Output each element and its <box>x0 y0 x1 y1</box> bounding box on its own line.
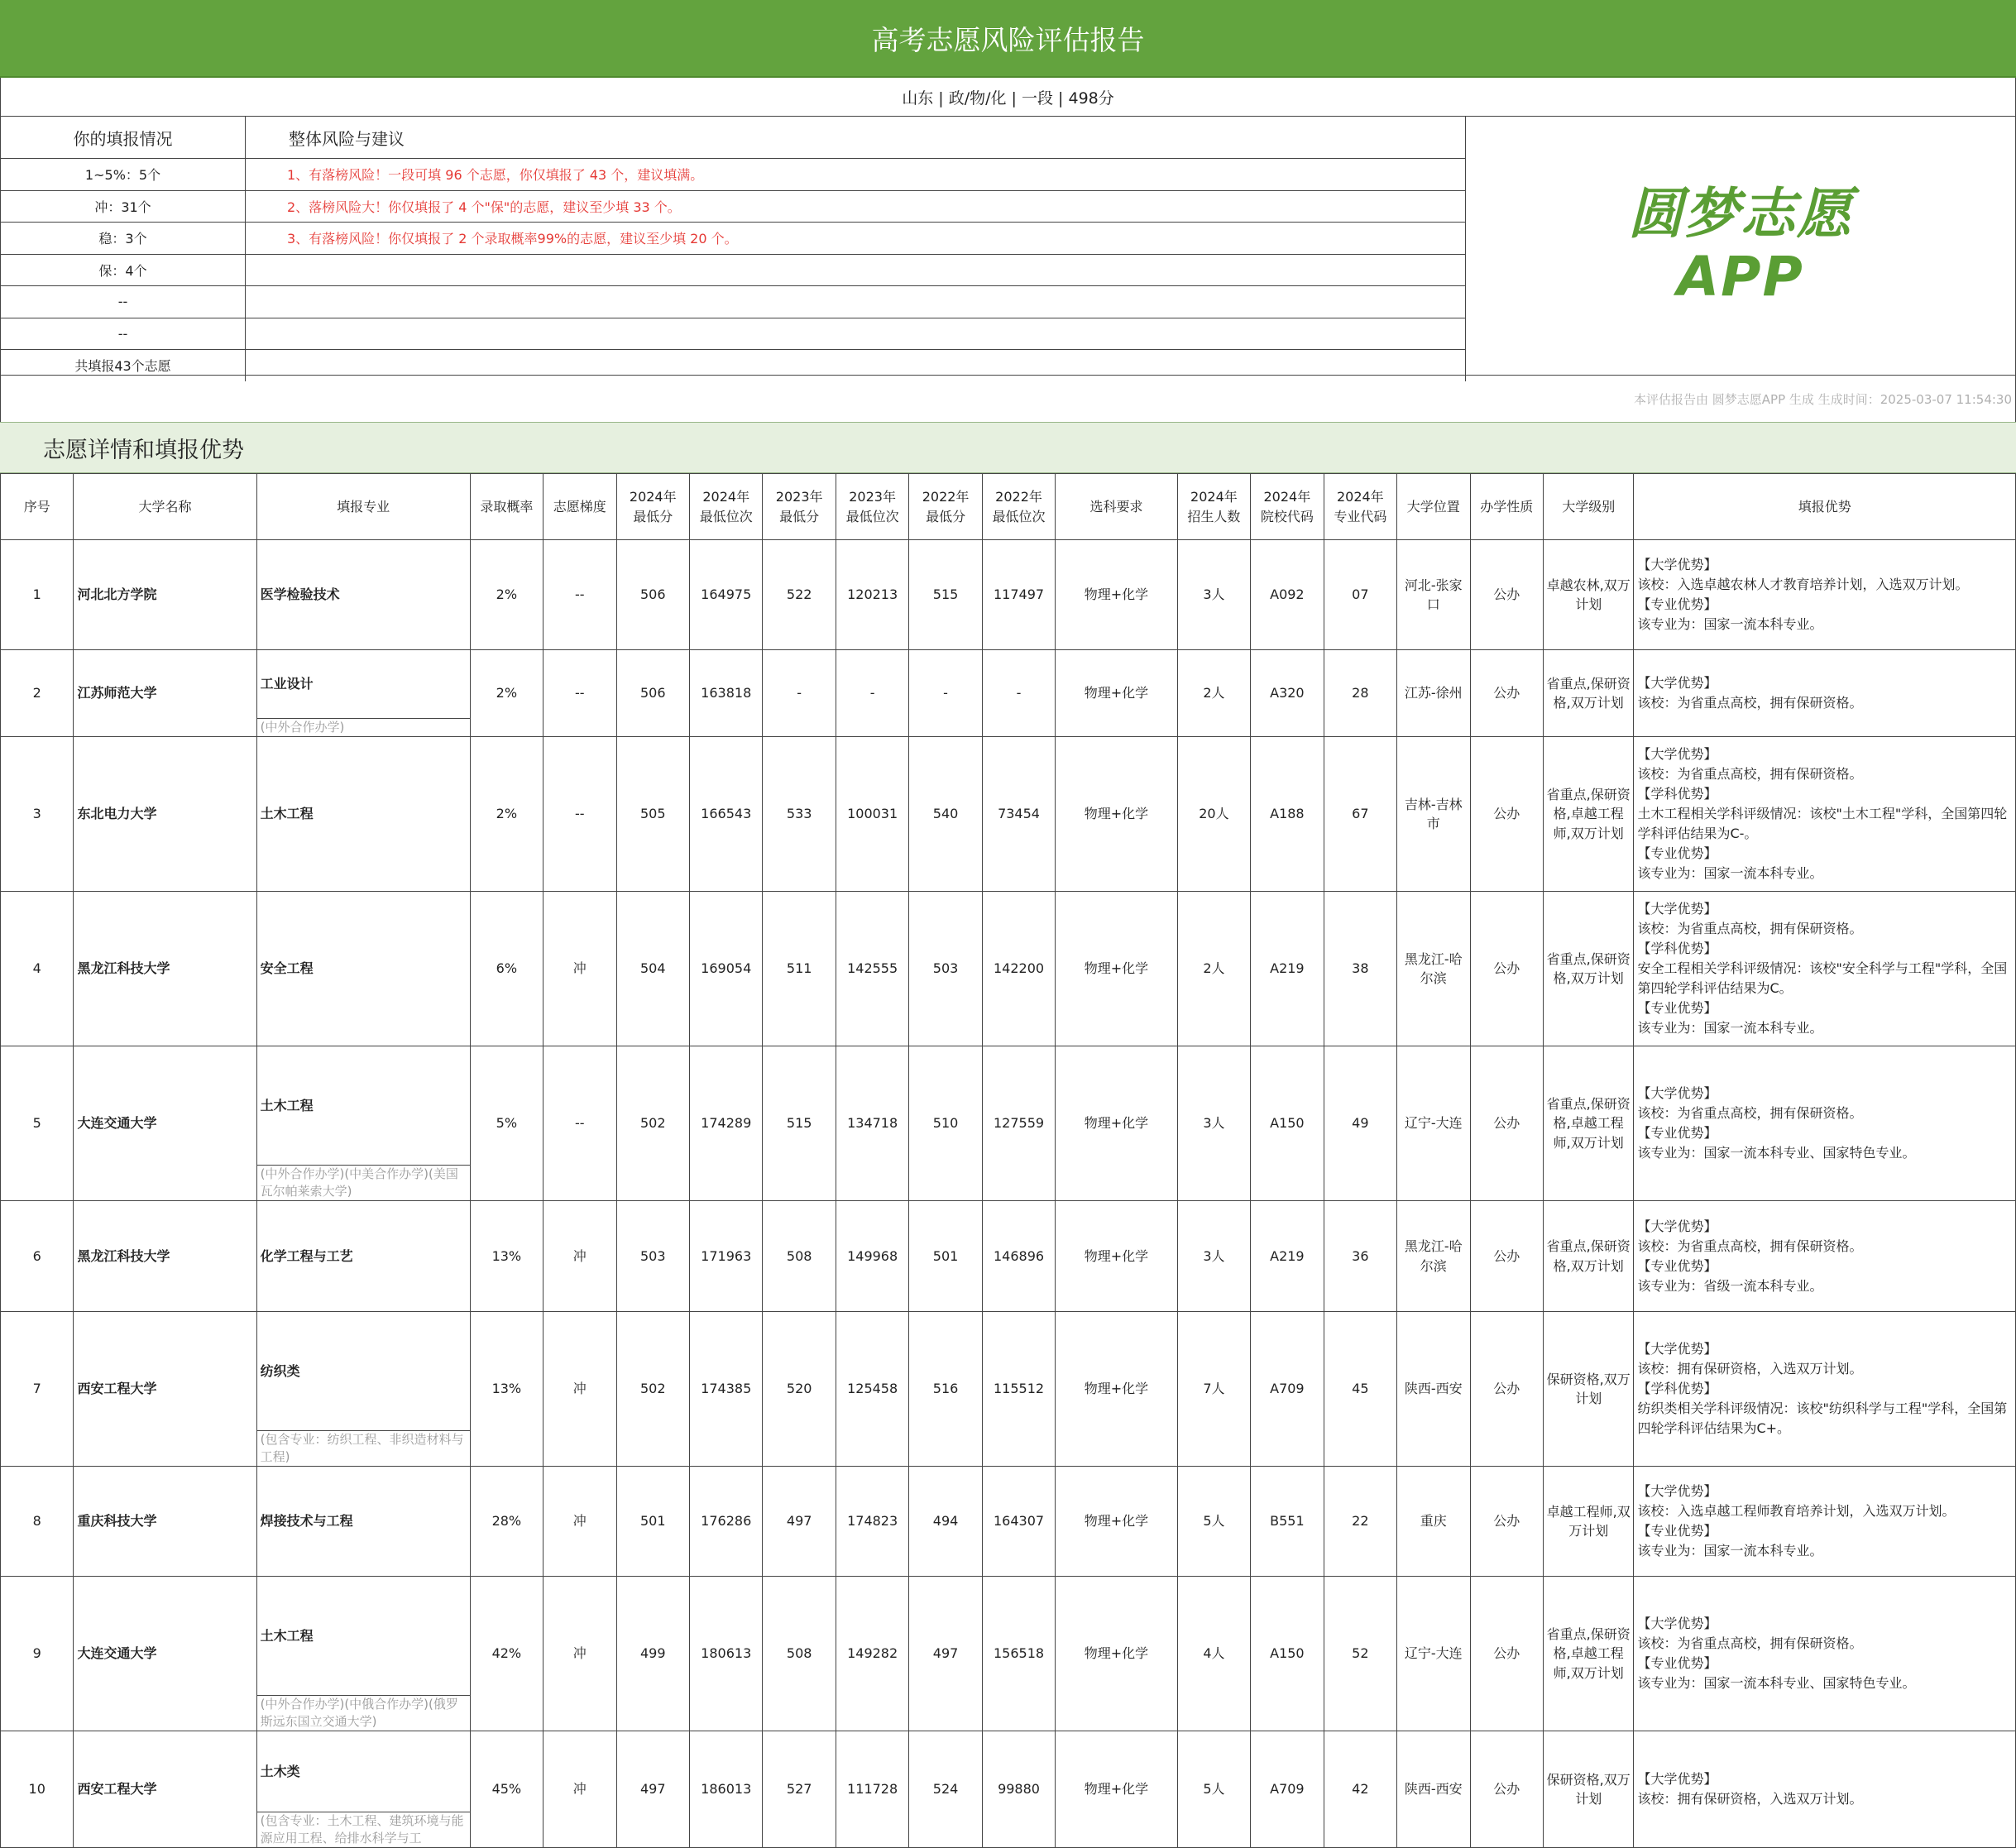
subject-requirement: 物理+化学 <box>1056 1312 1177 1467</box>
score-2024: 499 <box>616 1577 689 1731</box>
location: 河北-张家口 <box>1397 540 1470 650</box>
rank-2024: 186013 <box>689 1731 762 1848</box>
score-2023: 533 <box>763 737 836 892</box>
column-header: 2022年 最低分 <box>909 474 982 540</box>
major-code: 45 <box>1324 1312 1396 1467</box>
advantages: 【大学优势】 该校：为省重点高校，拥有保研资格。 【专业优势】 该专业为：国家一流本科专业、国家特色专业。 <box>1634 1046 2016 1201</box>
school-level: 卓越农林,双万计划 <box>1543 540 1634 650</box>
risk-advice <box>246 286 1466 318</box>
major-code: 22 <box>1324 1467 1396 1577</box>
score-2023: - <box>763 650 836 737</box>
tier: -- <box>544 737 616 892</box>
score-2024: 502 <box>616 1046 689 1201</box>
summary-table <box>1 117 1466 381</box>
tier: -- <box>544 650 616 737</box>
school-code: B551 <box>1251 1467 1324 1577</box>
school-type: 公办 <box>1470 892 1543 1046</box>
school-code: A709 <box>1251 1312 1324 1467</box>
school-code: A150 <box>1251 1046 1324 1201</box>
school-type: 公办 <box>1470 1731 1543 1848</box>
major-code: 07 <box>1324 540 1396 650</box>
score-2024: 502 <box>616 1312 689 1467</box>
advantages: 【大学优势】 该校：为省重点高校，拥有保研资格。 【学科优势】 土木工程相关学科评级情况：该校"土木工程"学科，全国第四轮学科评估结果为C-。 【专业优势】 该专业为：国家一流本科专业。 <box>1634 737 2016 892</box>
advantages: 【大学优势】 该校：拥有保研资格，入选双万计划。 <box>1634 1731 2016 1848</box>
row-number: 6 <box>1 1201 74 1312</box>
major-note: (包含专业：土木工程、建筑环境与能源应用工程、给排水科学与工 <box>257 1812 470 1847</box>
university-name: 重庆科技大学 <box>74 1467 256 1577</box>
major <box>256 892 470 1046</box>
enrollment-2024: 2人 <box>1177 650 1250 737</box>
school-code: A188 <box>1251 737 1324 892</box>
location: 重庆 <box>1397 1467 1470 1577</box>
major <box>256 650 470 737</box>
rank-2024: 163818 <box>689 650 762 737</box>
enrollment-2024: 5人 <box>1177 1731 1250 1848</box>
university-name: 西安工程大学 <box>74 1731 256 1848</box>
major-code: 38 <box>1324 892 1396 1046</box>
major-name: 焊接技术与工程 <box>260 1513 353 1530</box>
major-name: 医学检验技术 <box>260 586 340 603</box>
rank-2024: 171963 <box>689 1201 762 1312</box>
row-number: 4 <box>1 892 74 1046</box>
school-type: 公办 <box>1470 650 1543 737</box>
rank-2022: 99880 <box>982 1731 1055 1848</box>
school-type: 公办 <box>1470 1046 1543 1201</box>
major-name: 安全工程 <box>260 960 314 977</box>
university-name: 黑龙江科技大学 <box>74 892 256 1046</box>
major-note: (中外合作办学) <box>257 718 470 736</box>
column-header: 办学性质 <box>1470 474 1543 540</box>
score-2023: 522 <box>763 540 836 650</box>
university-name: 西安工程大学 <box>74 1312 256 1467</box>
school-type: 公办 <box>1470 1312 1543 1467</box>
location: 辽宁-大连 <box>1397 1046 1470 1201</box>
table-row <box>1 1731 2016 1848</box>
rank-2024: 169054 <box>689 892 762 1046</box>
subject-requirement: 物理+化学 <box>1056 1577 1177 1731</box>
column-header: 录取概率 <box>470 474 543 540</box>
tier: -- <box>544 540 616 650</box>
report-title: 高考志愿风险评估报告 <box>0 0 2016 78</box>
summary-count: 1~5%：5个 <box>1 159 246 191</box>
school-type: 公办 <box>1470 737 1543 892</box>
subject-requirement: 物理+化学 <box>1056 892 1177 1046</box>
enrollment-2024: 20人 <box>1177 737 1250 892</box>
subject-requirement: 物理+化学 <box>1056 650 1177 737</box>
school-level: 省重点,保研资格,卓越工程师,双万计划 <box>1543 737 1634 892</box>
major-code: 42 <box>1324 1731 1396 1848</box>
major-code: 49 <box>1324 1046 1396 1201</box>
score-2023: 515 <box>763 1046 836 1201</box>
column-header: 大学名称 <box>74 474 256 540</box>
row-number: 8 <box>1 1467 74 1577</box>
column-header: 2023年 最低分 <box>763 474 836 540</box>
enrollment-2024: 3人 <box>1177 1046 1250 1201</box>
advantages: 【大学优势】 该校：为省重点高校，拥有保研资格。 【专业优势】 该专业为：国家一流本科专业、国家特色专业。 <box>1634 1577 2016 1731</box>
rank-2023: 142555 <box>836 892 908 1046</box>
school-code: A320 <box>1251 650 1324 737</box>
column-header: 2024年 专业代码 <box>1324 474 1396 540</box>
risk-advice <box>246 350 1466 381</box>
column-header: 2023年 最低位次 <box>836 474 908 540</box>
school-code: A219 <box>1251 892 1324 1046</box>
logo-text-app: APP <box>1677 245 1804 309</box>
location: 吉林-吉林市 <box>1397 737 1470 892</box>
score-2022: 494 <box>909 1467 982 1577</box>
rank-2023: 100031 <box>836 737 908 892</box>
table-row <box>1 1046 2016 1201</box>
major <box>256 1731 470 1848</box>
column-header: 填报优势 <box>1634 474 2016 540</box>
column-header: 志愿梯度 <box>544 474 616 540</box>
subject-requirement: 物理+化学 <box>1056 540 1177 650</box>
risk-summary <box>0 117 2016 376</box>
table-row <box>1 540 2016 650</box>
row-number: 3 <box>1 737 74 892</box>
rank-2022: 73454 <box>982 737 1055 892</box>
location: 江苏-徐州 <box>1397 650 1470 737</box>
row-number: 1 <box>1 540 74 650</box>
major-name: 纺织类 <box>260 1362 300 1379</box>
rank-2022: 156518 <box>982 1577 1055 1731</box>
subject-requirement: 物理+化学 <box>1056 737 1177 892</box>
advantages: 【大学优势】 该校：为省重点高校，拥有保研资格。 【专业优势】 该专业为：省级一流本科专业。 <box>1634 1201 2016 1312</box>
rank-2023: 149968 <box>836 1201 908 1312</box>
enrollment-2024: 7人 <box>1177 1312 1250 1467</box>
school-level: 省重点,保研资格,卓越工程师,双万计划 <box>1543 1046 1634 1201</box>
tier: 冲 <box>544 892 616 1046</box>
major-name: 工业设计 <box>260 676 314 692</box>
table-row <box>1 892 2016 1046</box>
rank-2023: 120213 <box>836 540 908 650</box>
summary-count: -- <box>1 286 246 318</box>
table-row <box>1 1577 2016 1731</box>
summary-count: 保：4个 <box>1 254 246 286</box>
row-number: 2 <box>1 650 74 737</box>
column-header: 2022年 最低位次 <box>982 474 1055 540</box>
rank-2024: 166543 <box>689 737 762 892</box>
rank-2022: 164307 <box>982 1467 1055 1577</box>
rank-2024: 174289 <box>689 1046 762 1201</box>
section-title: 志愿详情和填报优势 <box>0 422 2016 473</box>
subject-requirement: 物理+化学 <box>1056 1201 1177 1312</box>
score-2023: 508 <box>763 1201 836 1312</box>
university-name: 河北北方学院 <box>74 540 256 650</box>
advantages: 【大学优势】 该校：为省重点高校，拥有保研资格。 <box>1634 650 2016 737</box>
column-header: 2024年 招生人数 <box>1177 474 1250 540</box>
admission-probability: 42% <box>470 1577 543 1731</box>
score-2022: 497 <box>909 1577 982 1731</box>
score-2022: 510 <box>909 1046 982 1201</box>
university-name: 东北电力大学 <box>74 737 256 892</box>
school-type: 公办 <box>1470 1201 1543 1312</box>
location: 陕西-西安 <box>1397 1312 1470 1467</box>
major <box>256 1046 470 1201</box>
rank-2024: 176286 <box>689 1467 762 1577</box>
score-2022: 501 <box>909 1201 982 1312</box>
major-code: 36 <box>1324 1201 1396 1312</box>
school-level: 保研资格,双万计划 <box>1543 1312 1634 1467</box>
school-code: A709 <box>1251 1731 1324 1848</box>
university-name: 黑龙江科技大学 <box>74 1201 256 1312</box>
rank-2022: 115512 <box>982 1312 1055 1467</box>
risk-advice: 1、有落榜风险！一段可填 96 个志愿，你仅填报了 43 个，建议填满。 <box>246 159 1466 191</box>
location: 陕西-西安 <box>1397 1731 1470 1848</box>
risk-advice <box>246 254 1466 286</box>
rank-2023: 149282 <box>836 1577 908 1731</box>
school-level: 保研资格,双万计划 <box>1543 1731 1634 1848</box>
detail-table <box>0 473 2016 1848</box>
rank-2023: - <box>836 650 908 737</box>
table-row <box>1 737 2016 892</box>
university-name: 江苏师范大学 <box>74 650 256 737</box>
score-2023: 527 <box>763 1731 836 1848</box>
column-header: 大学级别 <box>1543 474 1634 540</box>
subject-requirement: 物理+化学 <box>1056 1467 1177 1577</box>
rank-2022: 142200 <box>982 892 1055 1046</box>
summary-count: 稳：3个 <box>1 223 246 255</box>
admission-probability: 13% <box>470 1312 543 1467</box>
admission-probability: 45% <box>470 1731 543 1848</box>
tier: 冲 <box>544 1577 616 1731</box>
location: 黑龙江-哈尔滨 <box>1397 1201 1470 1312</box>
score-2024: 506 <box>616 650 689 737</box>
location: 黑龙江-哈尔滨 <box>1397 892 1470 1046</box>
enrollment-2024: 3人 <box>1177 1201 1250 1312</box>
enrollment-2024: 4人 <box>1177 1577 1250 1731</box>
admission-probability: 2% <box>470 737 543 892</box>
advantages: 【大学优势】 该校：拥有保研资格，入选双万计划。 【学科优势】 纺织类相关学科评级情况：该校"纺织科学与工程"学科，全国第四轮学科评估结果为C+。 <box>1634 1312 2016 1467</box>
school-level: 省重点,保研资格,卓越工程师,双万计划 <box>1543 1577 1634 1731</box>
row-number: 5 <box>1 1046 74 1201</box>
rank-2023: 134718 <box>836 1046 908 1201</box>
column-header: 大学位置 <box>1397 474 1470 540</box>
summary-right-header: 整体风险与建议 <box>246 117 1466 159</box>
column-header: 2024年 院校代码 <box>1251 474 1324 540</box>
rank-2022: 146896 <box>982 1201 1055 1312</box>
major-code: 67 <box>1324 737 1396 892</box>
column-header: 填报专业 <box>256 474 470 540</box>
enrollment-2024: 3人 <box>1177 540 1250 650</box>
major-name: 土木类 <box>260 1763 300 1779</box>
score-2022: 503 <box>909 892 982 1046</box>
score-2022: 515 <box>909 540 982 650</box>
school-level: 省重点,保研资格,双万计划 <box>1543 1201 1634 1312</box>
tier: 冲 <box>544 1731 616 1848</box>
school-type: 公办 <box>1470 1577 1543 1731</box>
score-2023: 520 <box>763 1312 836 1467</box>
risk-advice <box>246 318 1466 350</box>
risk-advice: 2、落榜风险大！你仅填报了 4 个"保"的志愿，建议至少填 33 个。 <box>246 190 1466 223</box>
school-type: 公办 <box>1470 540 1543 650</box>
score-2023: 497 <box>763 1467 836 1577</box>
rank-2024: 180613 <box>689 1577 762 1731</box>
column-header: 2024年 最低位次 <box>689 474 762 540</box>
advantages: 【大学优势】 该校：入选卓越农林人才教育培养计划，入选双万计划。 【专业优势】 该专业为：国家一流本科专业。 <box>1634 540 2016 650</box>
advantages: 【大学优势】 该校：为省重点高校，拥有保研资格。 【学科优势】 安全工程相关学科评级情况：该校"安全科学与工程"学科，全国第四轮学科评估结果为C。 【专业优势】 该专业为：国家一流本科专业。 <box>1634 892 2016 1046</box>
rank-2024: 174385 <box>689 1312 762 1467</box>
rank-2022: 117497 <box>982 540 1055 650</box>
risk-advice: 3、有落榜风险！你仅填报了 2 个录取概率99%的志愿，建议至少填 20 个。 <box>246 223 1466 255</box>
row-number: 9 <box>1 1577 74 1731</box>
enrollment-2024: 5人 <box>1177 1467 1250 1577</box>
admission-probability: 6% <box>470 892 543 1046</box>
column-header: 2024年 最低分 <box>616 474 689 540</box>
score-2022: - <box>909 650 982 737</box>
major <box>256 1312 470 1467</box>
advantages: 【大学优势】 该校：入选卓越工程师教育培养计划，入选双万计划。 【专业优势】 该专业为：国家一流本科专业。 <box>1634 1467 2016 1577</box>
admission-probability: 13% <box>470 1201 543 1312</box>
university-name: 大连交通大学 <box>74 1577 256 1731</box>
major-note: (中外合作办学)(中俄合作办学)(俄罗斯远东国立交通大学) <box>257 1695 470 1731</box>
enrollment-2024: 2人 <box>1177 892 1250 1046</box>
school-type: 公办 <box>1470 1467 1543 1577</box>
summary-count: 冲：31个 <box>1 190 246 223</box>
admission-probability: 28% <box>470 1467 543 1577</box>
row-number: 10 <box>1 1731 74 1848</box>
score-2024: 506 <box>616 540 689 650</box>
major <box>256 540 470 650</box>
table-row <box>1 1312 2016 1467</box>
major <box>256 737 470 892</box>
subject-requirement: 物理+化学 <box>1056 1046 1177 1201</box>
major-code: 28 <box>1324 650 1396 737</box>
rank-2022: 127559 <box>982 1046 1055 1201</box>
school-level: 卓越工程师,双万计划 <box>1543 1467 1634 1577</box>
major-note: (包含专业：纺织工程、非织造材料与工程) <box>257 1430 470 1466</box>
school-level: 省重点,保研资格,双万计划 <box>1543 892 1634 1046</box>
major <box>256 1467 470 1577</box>
tier: 冲 <box>544 1467 616 1577</box>
summary-count: -- <box>1 318 246 350</box>
rank-2022: - <box>982 650 1055 737</box>
admission-probability: 5% <box>470 1046 543 1201</box>
score-2024: 504 <box>616 892 689 1046</box>
school-code: A150 <box>1251 1577 1324 1731</box>
tier: 冲 <box>544 1201 616 1312</box>
generated-info: 本评估报告由 圆梦志愿APP 生成 生成时间：2025-03-07 11:54:30 <box>0 376 2016 422</box>
major-name: 化学工程与工艺 <box>260 1247 353 1264</box>
rank-2023: 111728 <box>836 1731 908 1848</box>
score-2024: 505 <box>616 737 689 892</box>
admission-probability: 2% <box>470 540 543 650</box>
app-logo <box>1466 117 2015 375</box>
score-2024: 503 <box>616 1201 689 1312</box>
table-header-row <box>1 474 2016 540</box>
score-2022: 540 <box>909 737 982 892</box>
score-2023: 511 <box>763 892 836 1046</box>
score-2024: 497 <box>616 1731 689 1848</box>
column-header: 选科要求 <box>1056 474 1177 540</box>
tier: -- <box>544 1046 616 1201</box>
major-note: (中外合作办学)(中美合作办学)(美国瓦尔帕莱索大学) <box>257 1165 470 1200</box>
major-name: 土木工程 <box>260 1627 314 1644</box>
table-row <box>1 1467 2016 1577</box>
tier: 冲 <box>544 1312 616 1467</box>
table-row <box>1 1201 2016 1312</box>
score-2022: 524 <box>909 1731 982 1848</box>
summary-total: 共填报43个志愿 <box>1 350 246 381</box>
score-2023: 508 <box>763 1577 836 1731</box>
summary-left-header: 你的填报情况 <box>1 117 246 159</box>
major-code: 52 <box>1324 1577 1396 1731</box>
major-name: 土木工程 <box>260 806 314 822</box>
major <box>256 1201 470 1312</box>
rank-2024: 164975 <box>689 540 762 650</box>
table-row <box>1 650 2016 737</box>
admission-probability: 2% <box>470 650 543 737</box>
university-name: 大连交通大学 <box>74 1046 256 1201</box>
logo-text: 圆梦志愿 <box>1628 182 1853 247</box>
school-level: 省重点,保研资格,双万计划 <box>1543 650 1634 737</box>
school-code: A092 <box>1251 540 1324 650</box>
score-2022: 516 <box>909 1312 982 1467</box>
report-subtitle: 山东 | 政/物/化 | 一段 | 498分 <box>0 78 2016 117</box>
score-2024: 501 <box>616 1467 689 1577</box>
school-code: A219 <box>1251 1201 1324 1312</box>
major-name: 土木工程 <box>260 1097 314 1113</box>
row-number: 7 <box>1 1312 74 1467</box>
major <box>256 1577 470 1731</box>
location: 辽宁-大连 <box>1397 1577 1470 1731</box>
subject-requirement: 物理+化学 <box>1056 1731 1177 1848</box>
rank-2023: 174823 <box>836 1467 908 1577</box>
rank-2023: 125458 <box>836 1312 908 1467</box>
column-header: 序号 <box>1 474 74 540</box>
